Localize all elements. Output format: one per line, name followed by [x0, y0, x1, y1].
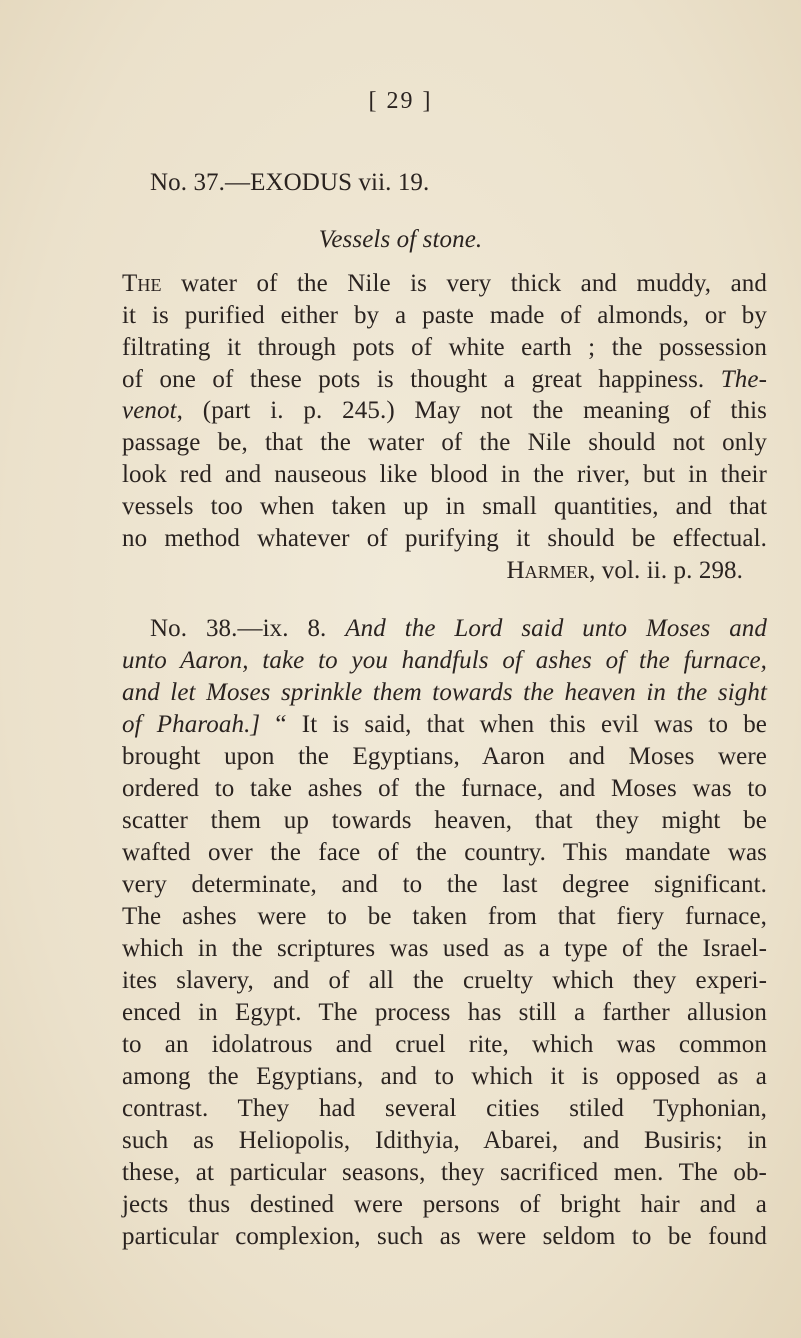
text-line: scatter them up towards heaven, that they might be	[122, 807, 767, 834]
entry-heading-37: No. 37.—EXODUS vii. 19.	[150, 169, 430, 196]
drop-word: The	[122, 270, 162, 297]
text-line: ites slavery, and of all the cruelty which they experi-	[122, 967, 767, 994]
text-line: no method whatever of purifying it should be effectual.	[122, 525, 767, 552]
text-line: wafted over the face of the country. This mandate was	[122, 839, 767, 866]
text-line: vessels too when taken up in small quantities, and that	[122, 493, 767, 520]
text-line: and let Moses sprinkle them towards the heaven in the sight	[122, 679, 767, 706]
page-number: [ 29 ]	[368, 88, 433, 114]
text-line: these, at particular seasons, they sacrificed men. The ob-	[122, 1159, 767, 1186]
text-line: enced in Egypt. The process has still a farther allusion	[122, 999, 767, 1026]
entry-heading-38: No. 38.—ix. 8. And the Lord said unto Moses and	[150, 615, 768, 642]
entry-subheading-37: Vessels of stone.	[318, 226, 483, 253]
text-line: venot, (part i. p. 245.) May not the meaning of this	[122, 397, 767, 424]
text-line: filtrating it through pots of white earth ; the possession	[122, 334, 767, 361]
text-line: The water of the Nile is very thick and muddy, and	[122, 270, 767, 297]
text-line: of one of these pots is thought a great happiness. The-	[122, 366, 767, 393]
text-line: such as Heliopolis, Idithyia, Abarei, and Busiris; in	[122, 1127, 767, 1154]
text-line: unto Aaron, take to you handfuls of ashes of the furnace,	[122, 647, 767, 674]
text-line: it is purified either by a paste made of almonds, or by	[122, 302, 767, 329]
text-line: particular complexion, such as were seldom to be found	[122, 1223, 767, 1250]
text-line: passage be, that the water of the Nile should not only	[122, 429, 767, 456]
text-line: jects thus destined were persons of bright hair and a	[122, 1191, 767, 1218]
text-line: among the Egyptians, and to which it is opposed as a	[122, 1063, 767, 1090]
source-citation: Harmer, vol. ii. p. 298.	[506, 557, 743, 584]
text-line: which in the scriptures was used as a type of the Israel-	[122, 935, 767, 962]
text-line: brought upon the Egyptians, Aaron and Moses were	[122, 743, 767, 770]
text-line: look red and nauseous like blood in the river, but in their	[122, 461, 767, 488]
text-line: ordered to take ashes of the furnace, and Moses was to	[122, 775, 767, 802]
text-line: contrast. They had several cities stiled Typhonian,	[122, 1095, 767, 1122]
text-line: to an idolatrous and cruel rite, which was common	[122, 1031, 767, 1058]
text-line: of Pharoah.] “ It is said, that when this evil was to be	[122, 711, 767, 738]
text-line: very determinate, and to the last degree significant.	[122, 871, 767, 898]
text-line: The ashes were to be taken from that fiery furnace,	[122, 903, 767, 930]
